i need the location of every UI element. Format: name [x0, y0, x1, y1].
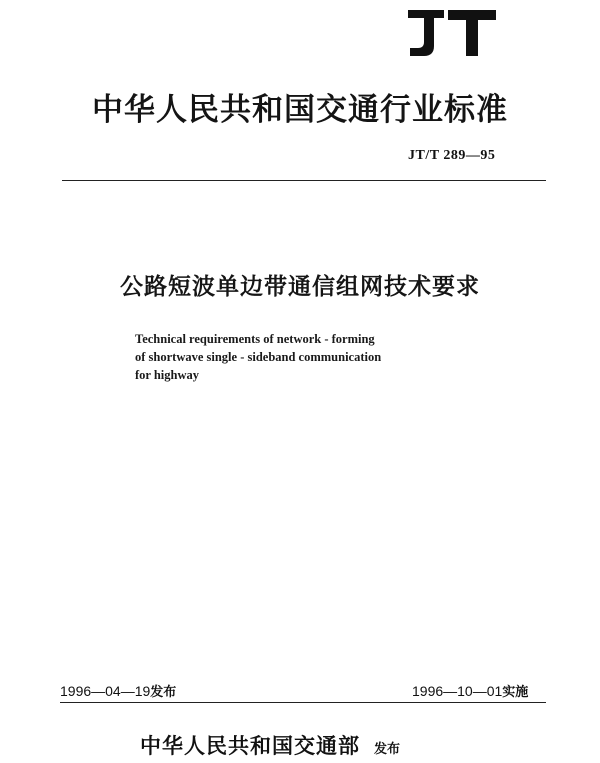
effective-date: 1996—10—01	[412, 683, 503, 699]
issue-label: 发布	[150, 685, 177, 700]
effective-label: 实施	[502, 685, 529, 700]
issuer-suffix: 发布	[374, 742, 401, 757]
header-divider	[62, 180, 546, 181]
document-title-english	[135, 330, 381, 384]
document-title-chinese: 公路短波单边带通信组网技术要求	[120, 274, 480, 300]
jt-logo	[404, 6, 500, 60]
logo-text: JT	[404, 6, 406, 7]
issue-date-block	[60, 681, 176, 700]
effective-date-block	[412, 681, 528, 700]
issue-date: 1996—04—19	[60, 683, 151, 699]
english-title-line: of shortwave single - sideband communication	[135, 350, 382, 364]
issuer-name: 中华人民共和国交通部	[140, 733, 360, 758]
english-title-line: for highway	[135, 368, 200, 382]
issuer-block	[140, 730, 400, 760]
industry-standard-title: 中华人民共和国交通行业标准	[92, 92, 508, 128]
standard-code: JT/T 289—95	[408, 148, 496, 163]
english-title-line: Technical requirements of network - forming	[135, 332, 375, 346]
footer-divider	[60, 702, 546, 703]
